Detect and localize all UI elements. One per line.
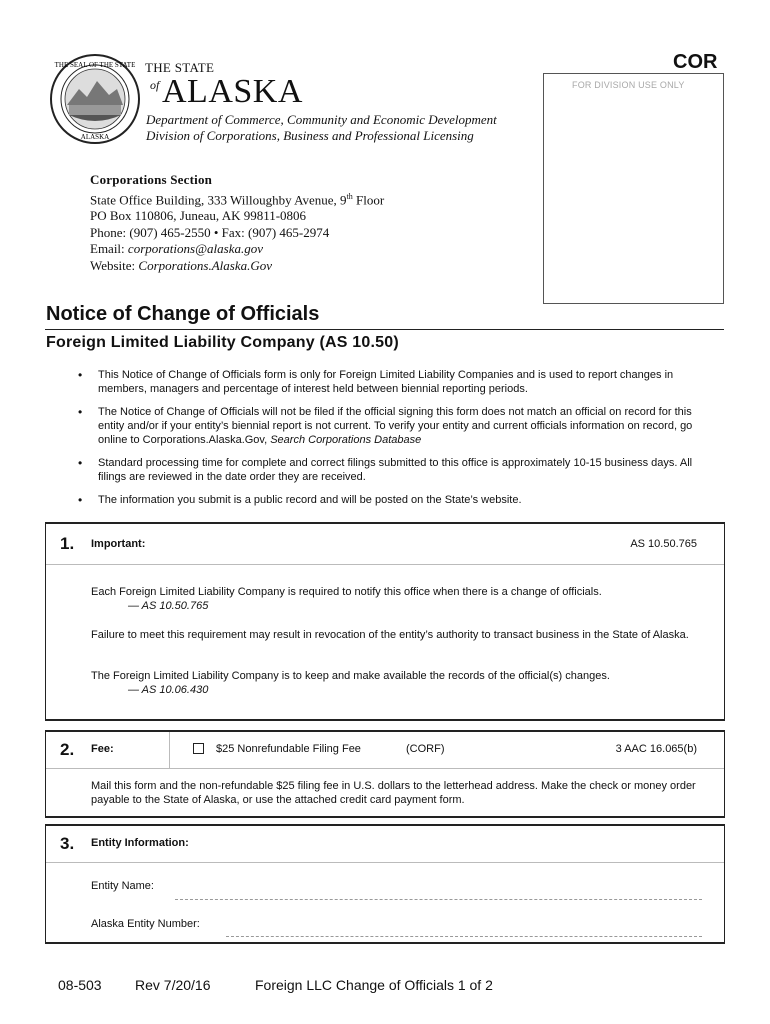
instruction-item bbox=[78, 405, 708, 447]
section-header bbox=[46, 826, 724, 863]
statute-reference: AS 10.50.765 bbox=[630, 538, 697, 550]
section-label: Entity Information: bbox=[91, 837, 189, 849]
email-link[interactable]: corporations@alaska.gov bbox=[127, 241, 264, 257]
page-title: Notice of Change of Officials bbox=[46, 303, 320, 325]
page-subtitle: Foreign Limited Liability Company (AS 10.50) bbox=[46, 334, 399, 351]
state-header-of: of bbox=[150, 78, 160, 92]
payment-instructions: Mail this form and the non-refundable $25 filing fee in U.S. dollars to the letterhead address. Make the check or money order payable to the State of Alaska, or use the attached credit card payment form. bbox=[91, 780, 696, 806]
email-label: Email: bbox=[90, 241, 128, 257]
instruction-item: • The information you submit is a public record and will be posted on the State’s website. bbox=[78, 493, 708, 507]
filing-fee-label: $25 Nonrefundable Filing Fee bbox=[216, 743, 361, 755]
citation: — AS 10.06.430 bbox=[128, 684, 209, 696]
po-box-line: PO Box 110806, Juneau, AK 99811-0806 bbox=[90, 208, 307, 224]
entity-name-field[interactable] bbox=[175, 899, 702, 900]
instruction-item: • This Notice of Change of Officials form is only for Foreign Limited Liability Companies and is used to report changes in members, managers and percentage of interest held between biennial reporting periods. bbox=[78, 368, 708, 396]
title-rule bbox=[45, 329, 724, 330]
contact-block bbox=[90, 172, 384, 274]
records-requirement-text: The Foreign Limited Liability Company is to keep and make available the records of the official(s) changes. bbox=[91, 670, 610, 682]
division-name: Division of Corporations, Business and Professional Licensing bbox=[146, 128, 474, 143]
website-link[interactable]: Corporations.Alaska.Gov bbox=[138, 257, 273, 273]
fee-code: (CORF) bbox=[406, 743, 445, 755]
entity-name-label: Entity Name: bbox=[91, 880, 154, 892]
form-code: COR bbox=[673, 51, 718, 73]
state-header-the-state: THE STATE bbox=[145, 60, 215, 75]
email-line bbox=[90, 241, 384, 258]
address-text: State Office Building, 333 Willoughby Avenue, 9 bbox=[90, 191, 347, 207]
section-label: Important: bbox=[91, 538, 146, 550]
department-name: Department of Commerce, Community and Economic Development bbox=[146, 112, 497, 127]
website-label: Website: bbox=[90, 257, 139, 273]
address-floor: Floor bbox=[352, 191, 385, 207]
website-line bbox=[90, 258, 384, 275]
regulation-reference: 3 AAC 16.065(b) bbox=[615, 743, 697, 755]
section-header bbox=[46, 732, 724, 769]
section-label: Fee: bbox=[91, 743, 114, 755]
alaska-state-seal-icon bbox=[49, 53, 141, 145]
section-number: 2. bbox=[60, 740, 75, 759]
notice-requirement-text: Each Foreign Limited Liability Company is required to notify this office when there is a change of officials. bbox=[91, 586, 602, 598]
svg-text:ALASKA: ALASKA bbox=[80, 133, 110, 141]
citation: — AS 10.50.765 bbox=[128, 600, 209, 612]
entity-number-field[interactable] bbox=[226, 936, 702, 937]
section-important bbox=[45, 522, 725, 721]
filing-fee-checkbox[interactable] bbox=[193, 743, 204, 754]
address-superscript: th bbox=[346, 191, 353, 201]
important-paragraph bbox=[91, 585, 701, 613]
entity-number-label: Alaska Entity Number: bbox=[91, 918, 200, 930]
phone-fax-line: Phone: (907) 465-2550 • Fax: (907) 465-2974 bbox=[90, 224, 330, 240]
division-use-only-box bbox=[543, 73, 724, 304]
header-divider bbox=[169, 732, 170, 768]
state-header-alaska: ALASKA bbox=[162, 73, 303, 110]
revocation-paragraph: Failure to meet this requirement may result in revocation of the entity’s authority to transact business in the State of Alaska. bbox=[91, 629, 689, 641]
instruction-item: • Standard processing time for complete and correct filings submitted to this office is approximately 10-15 business days. All filings are reviewed in the date order they are received. bbox=[78, 456, 708, 484]
section-fee bbox=[45, 730, 725, 818]
footer-form-number: 08-503 bbox=[58, 977, 102, 993]
section-number: 3. bbox=[60, 834, 75, 853]
footer-revision: Rev 7/20/16 bbox=[135, 977, 211, 993]
section-number: 1. bbox=[60, 534, 75, 553]
search-database-reference: Search Corporations Database bbox=[270, 434, 422, 446]
footer-page-title: Foreign LLC Change of Officials 1 of 2 bbox=[255, 977, 493, 993]
division-use-only-label: FOR DIVISION USE ONLY bbox=[572, 80, 685, 90]
instructions-list bbox=[78, 368, 708, 516]
svg-text:THE SEAL OF THE STATE: THE SEAL OF THE STATE bbox=[54, 61, 136, 69]
corporations-section-heading: Corporations Section bbox=[90, 172, 213, 187]
section-entity-information bbox=[45, 824, 725, 944]
records-paragraph bbox=[91, 669, 701, 697]
address-line bbox=[90, 189, 384, 209]
section-header bbox=[46, 524, 724, 565]
instruction-text: The Notice of Change of Officials will not be filed if the official signing this form does not match an official on record for this entity and/or if your entity’s biennial report is not current. To verify your entity and current officials information on record, go online to Corporations.Alaska.Gov, bbox=[98, 406, 693, 446]
